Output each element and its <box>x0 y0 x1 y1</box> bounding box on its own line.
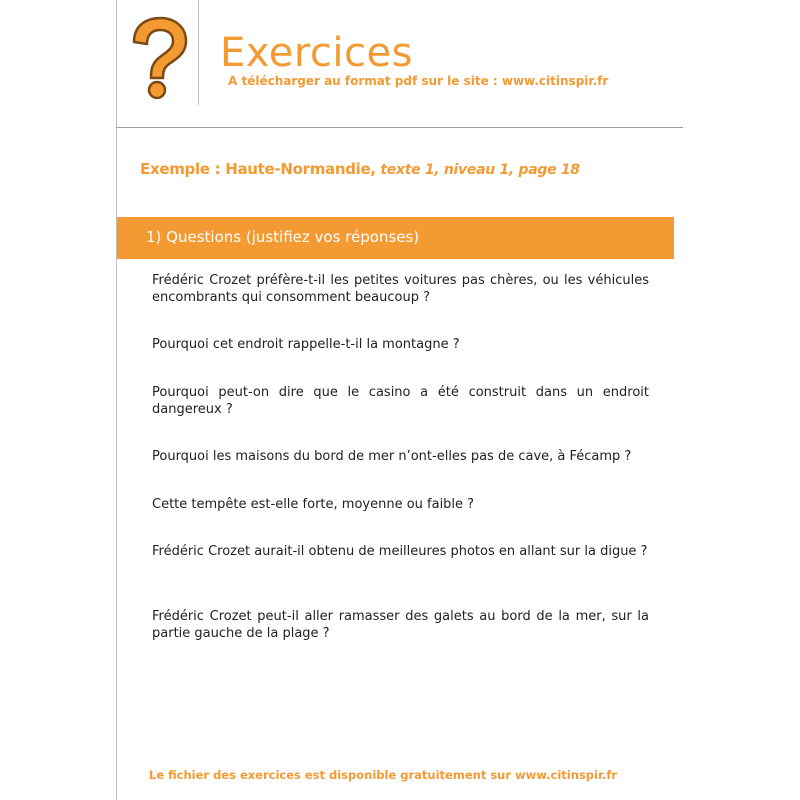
page-subtitle: A télécharger au format pdf sur le site : www.citinspir.fr <box>228 74 609 88</box>
left-margin-rule <box>116 0 117 800</box>
header-divider <box>198 0 199 105</box>
section-heading-band <box>117 217 674 259</box>
header-rule <box>116 127 683 128</box>
question-item: Frédéric Crozet peut-il aller ramasser des galets au bord de la mer, sur la partie gauche de la plage ? <box>152 609 649 641</box>
example-label: Exemple : Haute-Normandie, <box>140 160 376 178</box>
question-mark-icon <box>124 14 194 100</box>
example-detail: texte 1, niveau 1, page 18 <box>375 162 580 178</box>
question-item: Pourquoi cet endroit rappelle-t-il la montagne ? <box>152 337 460 352</box>
example-reference <box>140 160 580 178</box>
question-item: Pourquoi les maisons du bord de mer n’ont-elles pas de cave, à Fécamp ? <box>152 449 632 464</box>
question-item: Pourquoi peut-on dire que le casino a été construit dans un endroit dangereux ? <box>152 385 649 417</box>
section-heading: 1) Questions (justifiez vos réponses) <box>146 228 420 246</box>
question-item: Cette tempête est-elle forte, moyenne ou faible ? <box>152 497 475 512</box>
question-item: Frédéric Crozet préfère-t-il les petites voitures pas chères, ou les véhicules encombrants qui consomment beaucoup ? <box>152 273 649 305</box>
footer-note: Le fichier des exercices est disponible gratuitement sur www.citinspir.fr <box>149 768 618 782</box>
page-title: Exercices <box>220 30 413 76</box>
question-item: Frédéric Crozet aurait-il obtenu de meilleures photos en allant sur la digue ? <box>152 544 648 559</box>
